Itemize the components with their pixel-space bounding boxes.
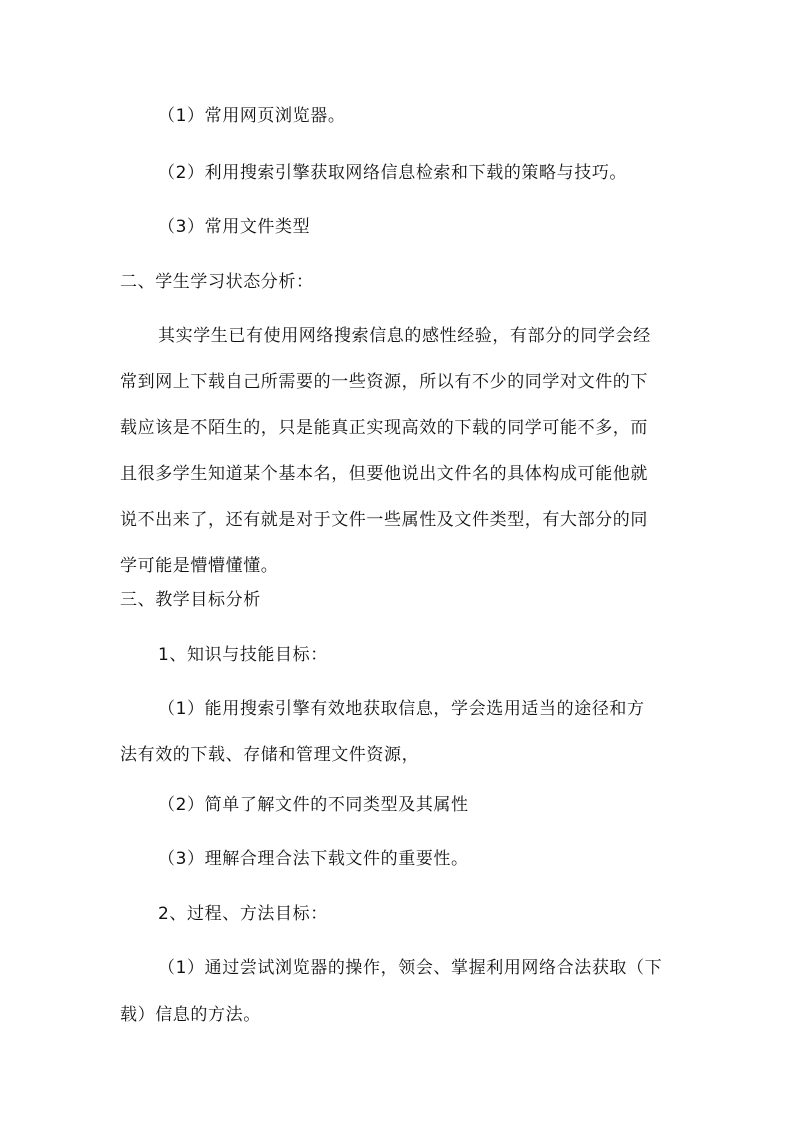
list-item-text: （3）常用文件类型 (158, 217, 311, 237)
list-item-text: （3）理解合理合法下载文件的重要性。 (158, 849, 469, 869)
paragraph-line: 且很多学生知道某个基本名，但要他说出文件名的具体构成可能他就 (120, 464, 648, 484)
paragraph-line: 学可能是懵懵懂懂。 (120, 556, 279, 576)
paragraph-line: 常到网上下载自己所需要的一些资源，所以有不少的同学对文件的下 (120, 372, 648, 392)
section-heading-text: 三、教学目标分析 (120, 590, 261, 610)
list-item-text: （2）利用搜索引擎获取网络信息检索和下载的策略与技巧。 (158, 163, 628, 183)
list-item-line: （1）通过尝试浏览器的操作，领会、掌握利用网络合法获取（下 (158, 958, 663, 978)
list-item-line: 载）信息的方法。 (120, 1005, 261, 1025)
subsection-heading-text: 1、知识与技能目标： (158, 645, 328, 665)
list-item-line: 法有效的下载、存储和管理文件资源， (120, 745, 420, 765)
subsection-heading-text: 2、过程、方法目标： (158, 904, 328, 924)
list-item-text: （1）常用网页浏览器。 (158, 106, 346, 126)
list-item-text: （2）简单了解文件的不同类型及其属性 (158, 795, 469, 815)
list-item-line: （1）能用搜索引擎有效地获取信息，学会选用适当的途径和方 (158, 699, 645, 719)
paragraph-line: 载应该是不陌生的，只是能真正实现高效的下载的同学可能不多，而 (120, 418, 648, 438)
paragraph-line: 其实学生已有使用网络搜索信息的感性经验，有部分的同学会经 (158, 326, 651, 346)
paragraph-line: 说不出来了，还有就是对于文件一些属性及文件类型，有大部分的同 (120, 510, 648, 530)
section-heading-text: 二、学生学习状态分析： (120, 272, 314, 292)
